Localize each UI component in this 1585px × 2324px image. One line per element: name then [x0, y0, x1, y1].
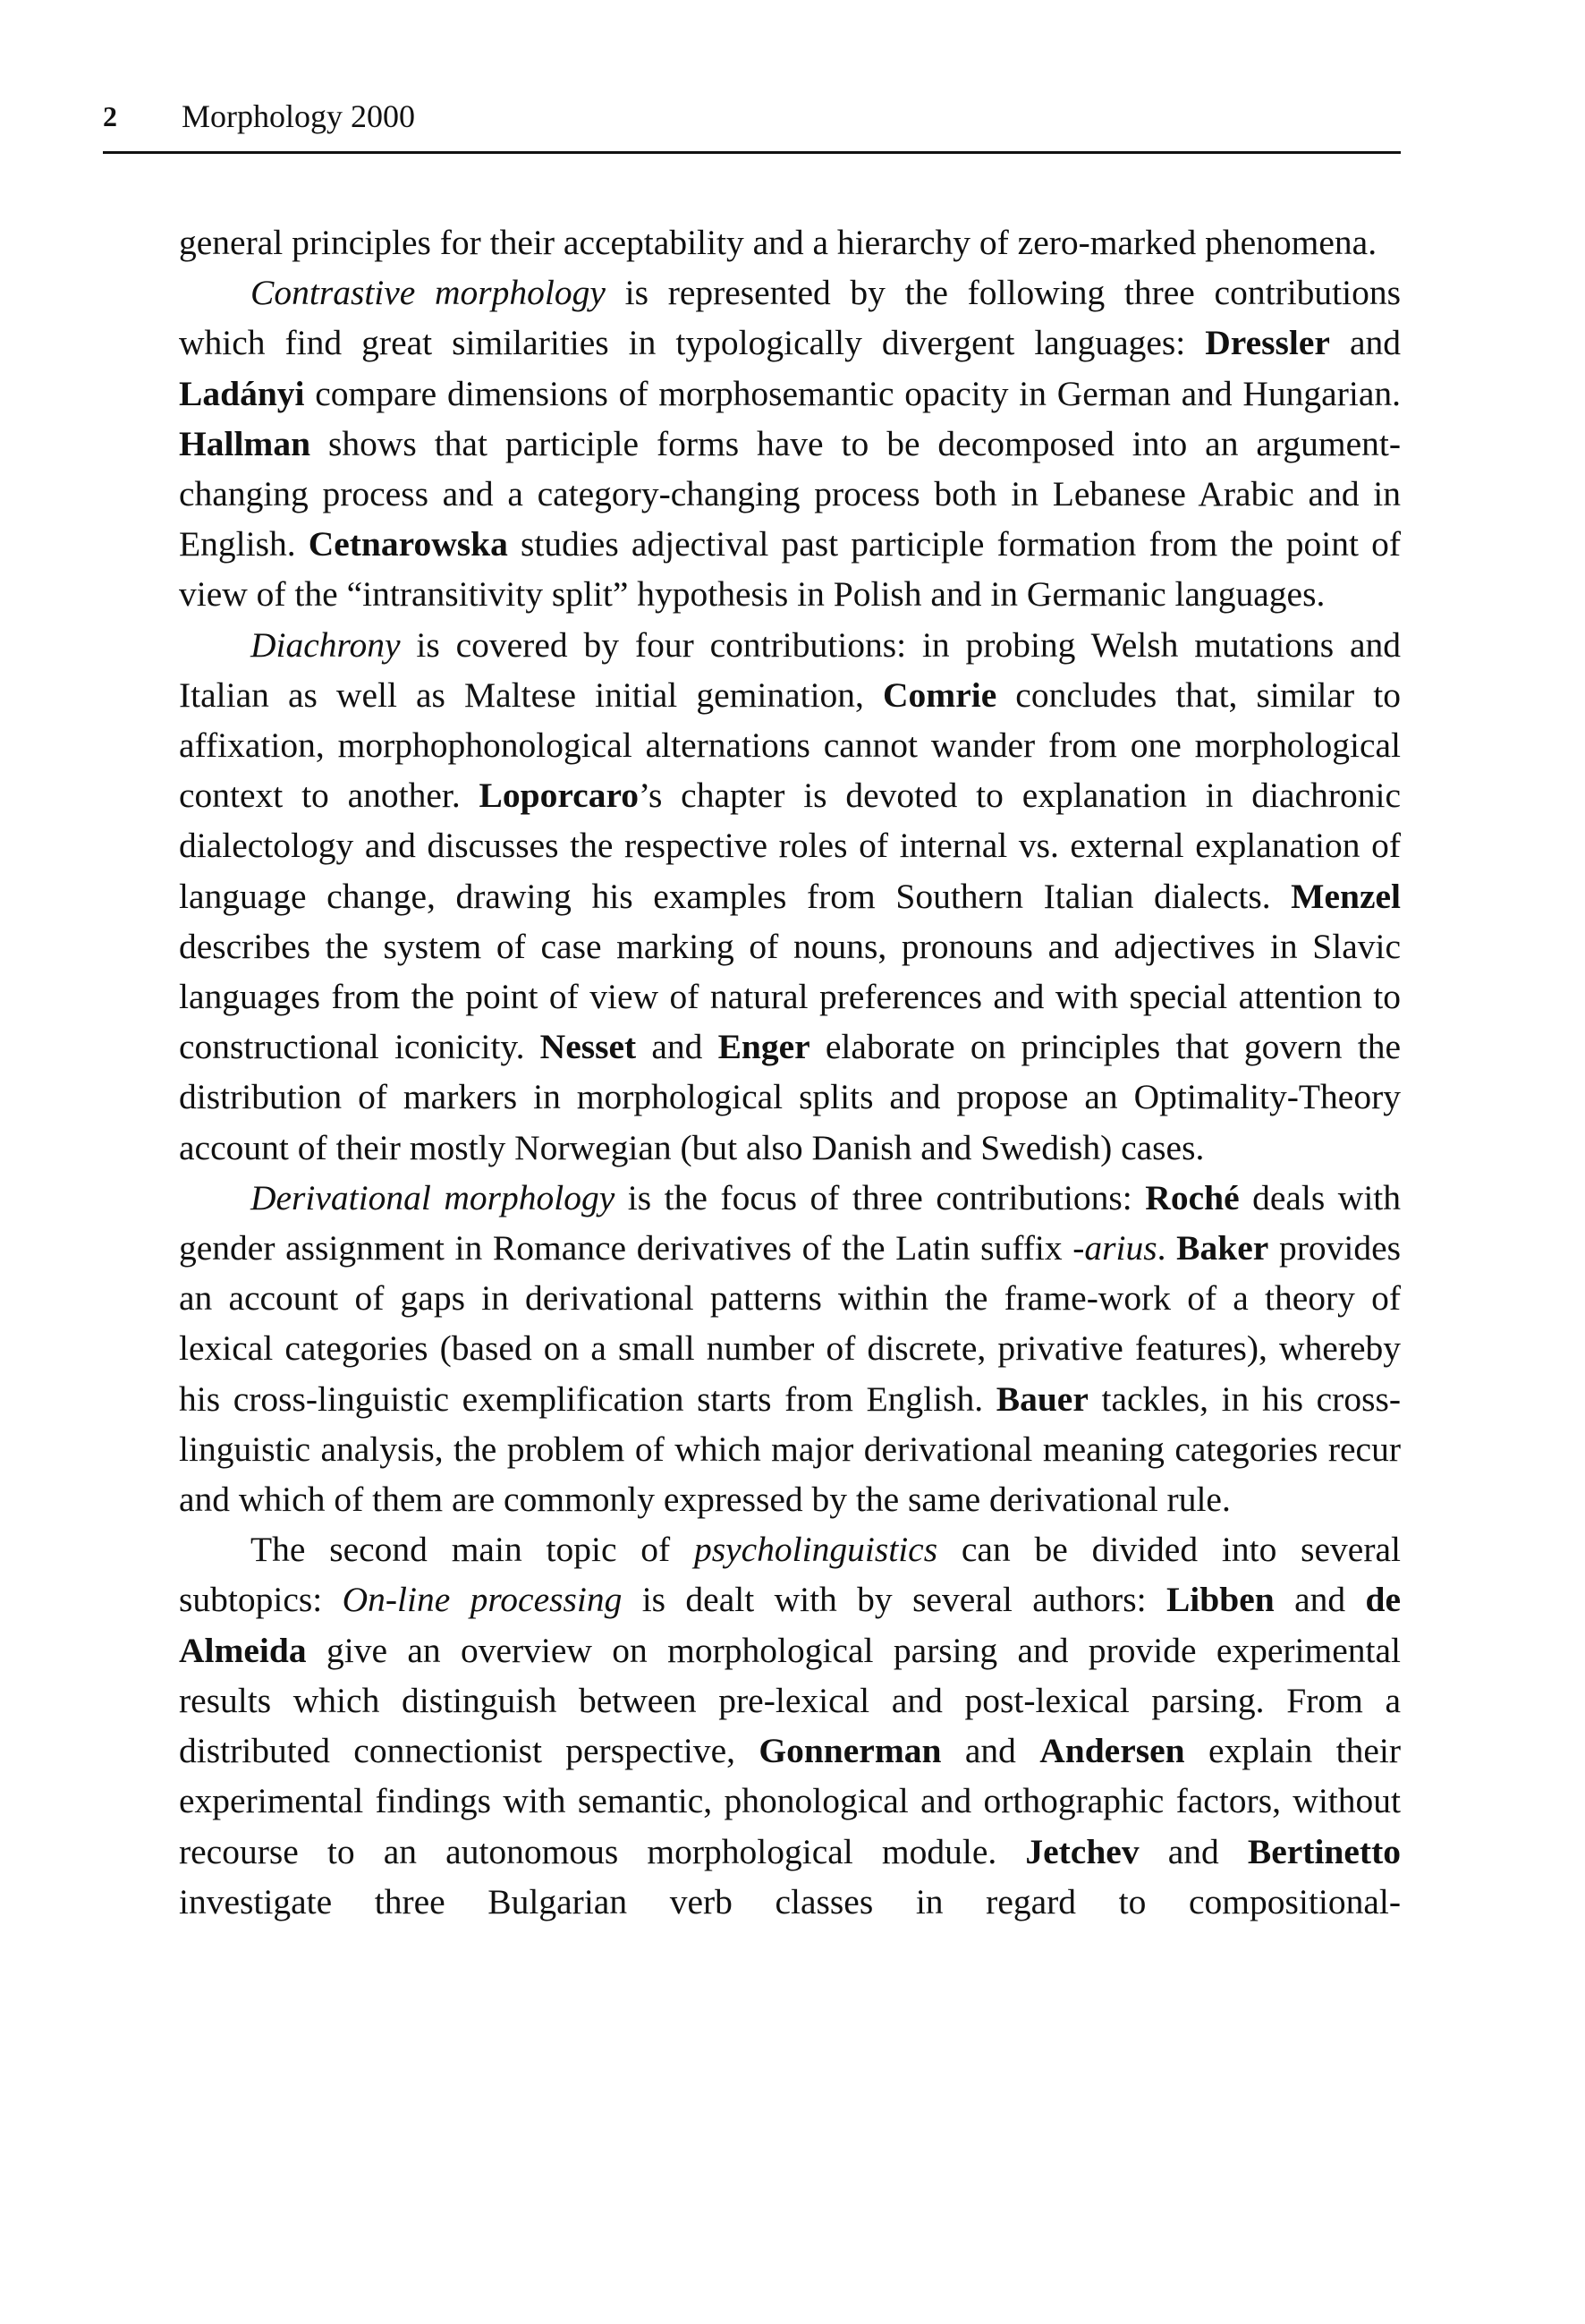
- text-run: and: [941, 1731, 1040, 1771]
- author-name: Hallman: [179, 423, 311, 463]
- text-run: can be divided into several subtopics:: [179, 1530, 1401, 1620]
- text-run: and: [1274, 1580, 1366, 1620]
- author-name: Loporcaro: [479, 776, 640, 816]
- author-name: Jetchev: [1025, 1831, 1140, 1871]
- paragraph-derivational-morphology: [179, 1173, 1401, 1524]
- header-rule: [103, 151, 1401, 154]
- text-run: is dealt with by several authors:: [622, 1580, 1166, 1620]
- paragraph-zero-marked: [179, 217, 1401, 267]
- text-run: ’s chapter is devoted to explanation in diachronic dialectology and discusses the respective roles of internal vs. external explanation of language change, drawing his examples from Southern Italian dialects.: [179, 776, 1401, 916]
- text-run: explain their experimental findings with semantic, phonological and orthographic factors, without recourse to an autonomous morphological module.: [179, 1731, 1401, 1871]
- author-name: Ladányi: [179, 373, 305, 413]
- text-run: give an overview on morphological parsing and provide experimental results which distinguish between pre-lexical and post-lexical parsing. From a distributed connectionist perspective,: [179, 1630, 1401, 1771]
- topic-emphasis: Diachrony: [250, 624, 401, 665]
- text-run: shows that participle forms have to be decomposed into an argument-changing process and a category-changing process both in Lebanese Arabic and in English.: [179, 423, 1401, 564]
- text-run: The second main topic of: [250, 1530, 694, 1570]
- text-run: and: [636, 1027, 718, 1067]
- author-name: Gonnerman: [759, 1731, 942, 1771]
- topic-emphasis: On-line processing: [342, 1580, 623, 1620]
- author-name: Menzel: [1291, 876, 1401, 916]
- author-name: Bertinetto: [1247, 1831, 1401, 1871]
- topic-emphasis: psycholinguistics: [694, 1530, 938, 1570]
- text-run: studies adjectival past participle formation from the point of view of the “intransitivity split” hypothesis in Polish and in Germanic languages.: [179, 524, 1401, 615]
- author-name: Dressler: [1205, 323, 1330, 363]
- text-run: describes the system of case marking of nouns, pronouns and adjectives in Slavic languages from the point of view of natural preferences and with special attention to constructional iconicity.: [179, 926, 1401, 1067]
- author-name: Roché: [1145, 1177, 1240, 1217]
- topic-emphasis: Contrastive morphology: [250, 273, 606, 313]
- text-run: and: [1139, 1831, 1248, 1871]
- paragraph-psycholinguistics: [179, 1524, 1401, 1927]
- author-name: Andersen: [1039, 1731, 1185, 1771]
- author-name: Bauer: [996, 1378, 1089, 1419]
- text-run: .: [1157, 1228, 1177, 1268]
- author-name: Libben: [1165, 1580, 1275, 1620]
- text-run: concludes that, similar to affixation, morphophonological alternations cannot wander from one morphological context to another.: [179, 674, 1402, 816]
- text-run: investigate three Bulgarian verb classes in regard to compositional-: [179, 1881, 1401, 1921]
- paragraph-contrastive-morphology: [179, 267, 1401, 619]
- paragraph-diachrony: [179, 620, 1401, 1173]
- text-run: compare dimensions of morphosemantic opacity in German and Hungarian.: [304, 373, 1401, 413]
- body-text: [179, 217, 1401, 1927]
- author-name: Baker: [1176, 1228, 1269, 1268]
- text-run: is represented by the following three contributions which find great similarities in typologically divergent languages:: [179, 273, 1401, 363]
- text-run: elaborate on principles that govern the distribution of markers in morphological splits and propose an Optimality-Theory account of their mostly Norwegian (but also Danish and Swedish) cases.: [179, 1027, 1401, 1167]
- running-head: [103, 97, 1400, 141]
- text-run: is the focus of three contributions:: [615, 1177, 1146, 1217]
- text-run: and: [1329, 323, 1401, 363]
- author-name: Comrie: [883, 674, 997, 715]
- topic-emphasis: Derivational morphology: [250, 1177, 615, 1217]
- text-run: general principles for their acceptability and a hierarchy of zero-marked phenomena.: [179, 223, 1377, 262]
- text-run: tackles, in his cross-linguistic analysis, the problem of which major derivational meaning categories recur and which of them are commonly expressed by the same derivational rule.: [179, 1378, 1401, 1520]
- author-name: de Almeida: [179, 1580, 1401, 1670]
- text-run: provides an account of gaps in derivational patterns within the frame-work of a theory of lexical categories (based on a small number of discrete, privative features), whereby his cross-linguistic exemplification starts from English.: [179, 1228, 1401, 1419]
- author-name: Cetnarowska: [308, 524, 508, 564]
- topic-emphasis: -arius: [1072, 1228, 1157, 1268]
- running-title: Morphology 2000: [182, 98, 415, 134]
- text-run: is covered by four contributions: in probing Welsh mutations and Italian as well as Maltese initial gemination,: [179, 624, 1401, 715]
- text-run: deals with gender assignment in Romance derivatives of the Latin suffix: [179, 1177, 1402, 1268]
- author-name: Enger: [717, 1027, 810, 1067]
- author-name: Nesset: [539, 1027, 637, 1067]
- page-number: 2: [103, 100, 117, 132]
